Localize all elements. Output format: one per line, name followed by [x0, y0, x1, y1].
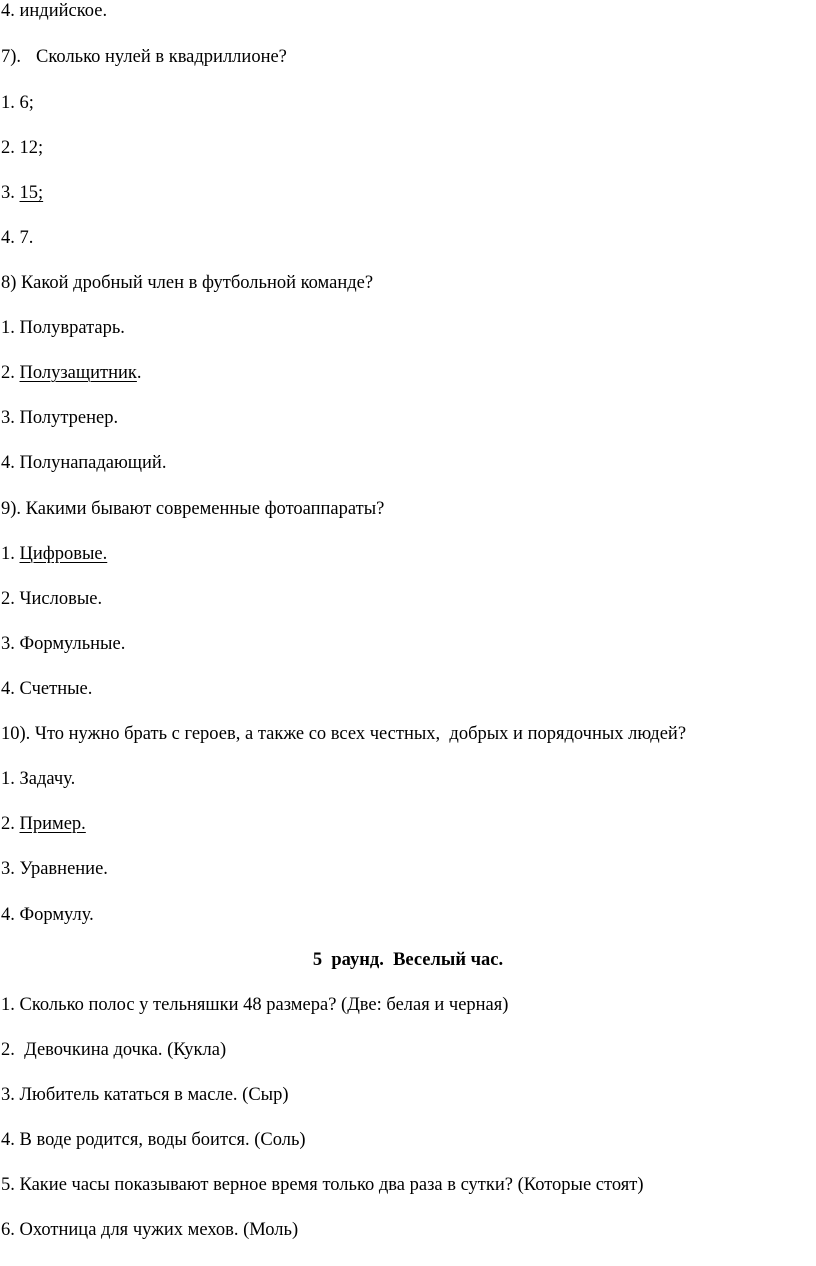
- answer-line-correct: 2. Полузащитник.: [1, 363, 142, 383]
- question-line: 7). Сколько нулей в квадриллионе?: [1, 47, 287, 67]
- round-heading: 5 раунд. Веселый час.: [312, 950, 504, 970]
- question-line: 10). Что нужно брать с героев, а также со всех честных, добрых и порядочных людей?: [1, 724, 687, 744]
- answer-line: 1. Задачу.: [1, 769, 76, 789]
- answer-line: 3. Уравнение.: [1, 859, 108, 879]
- answer-line: 4. Формулу.: [1, 905, 94, 925]
- round-item: 4. В воде родится, воды боится. (Соль): [1, 1130, 306, 1150]
- round-item: 2. Девочкина дочка. (Кукла): [1, 1040, 227, 1060]
- round-item: 1. Сколько полос у тельняшки 48 размера? (Две: белая и черная): [1, 995, 509, 1015]
- question-line: 8) Какой дробный член в футбольной команде?: [1, 273, 374, 293]
- answer-line: 3. Полутренер.: [1, 408, 119, 428]
- answer-line: 1. 6;: [1, 93, 34, 113]
- answer-line: 3. Формульные.: [1, 634, 126, 654]
- question-line: 9). Какими бывают современные фотоаппараты?: [1, 499, 385, 519]
- answer-line: 2. 12;: [1, 138, 44, 158]
- answer-line: 4. 7.: [1, 228, 34, 248]
- round-item: 5. Какие часы показывают верное время только два раза в сутки? (Которые стоят): [1, 1175, 644, 1195]
- answer-line: 4. индийское.: [1, 1, 108, 21]
- answer-line: 1. Полувратарь.: [1, 318, 125, 338]
- round-item: 6. Охотница для чужих мехов. (Моль): [1, 1220, 299, 1240]
- answer-line-correct: 1. Цифровые.: [1, 544, 108, 564]
- round-item: 3. Любитель кататься в масле. (Сыр): [1, 1085, 289, 1105]
- answer-line: 2. Числовые.: [1, 589, 103, 609]
- answer-line: 4. Счетные.: [1, 679, 93, 699]
- answer-line-correct: 2. Пример.: [1, 814, 86, 834]
- answer-line: 4. Полунападающий.: [1, 453, 167, 473]
- answer-line-correct: 3. 15;: [1, 183, 44, 203]
